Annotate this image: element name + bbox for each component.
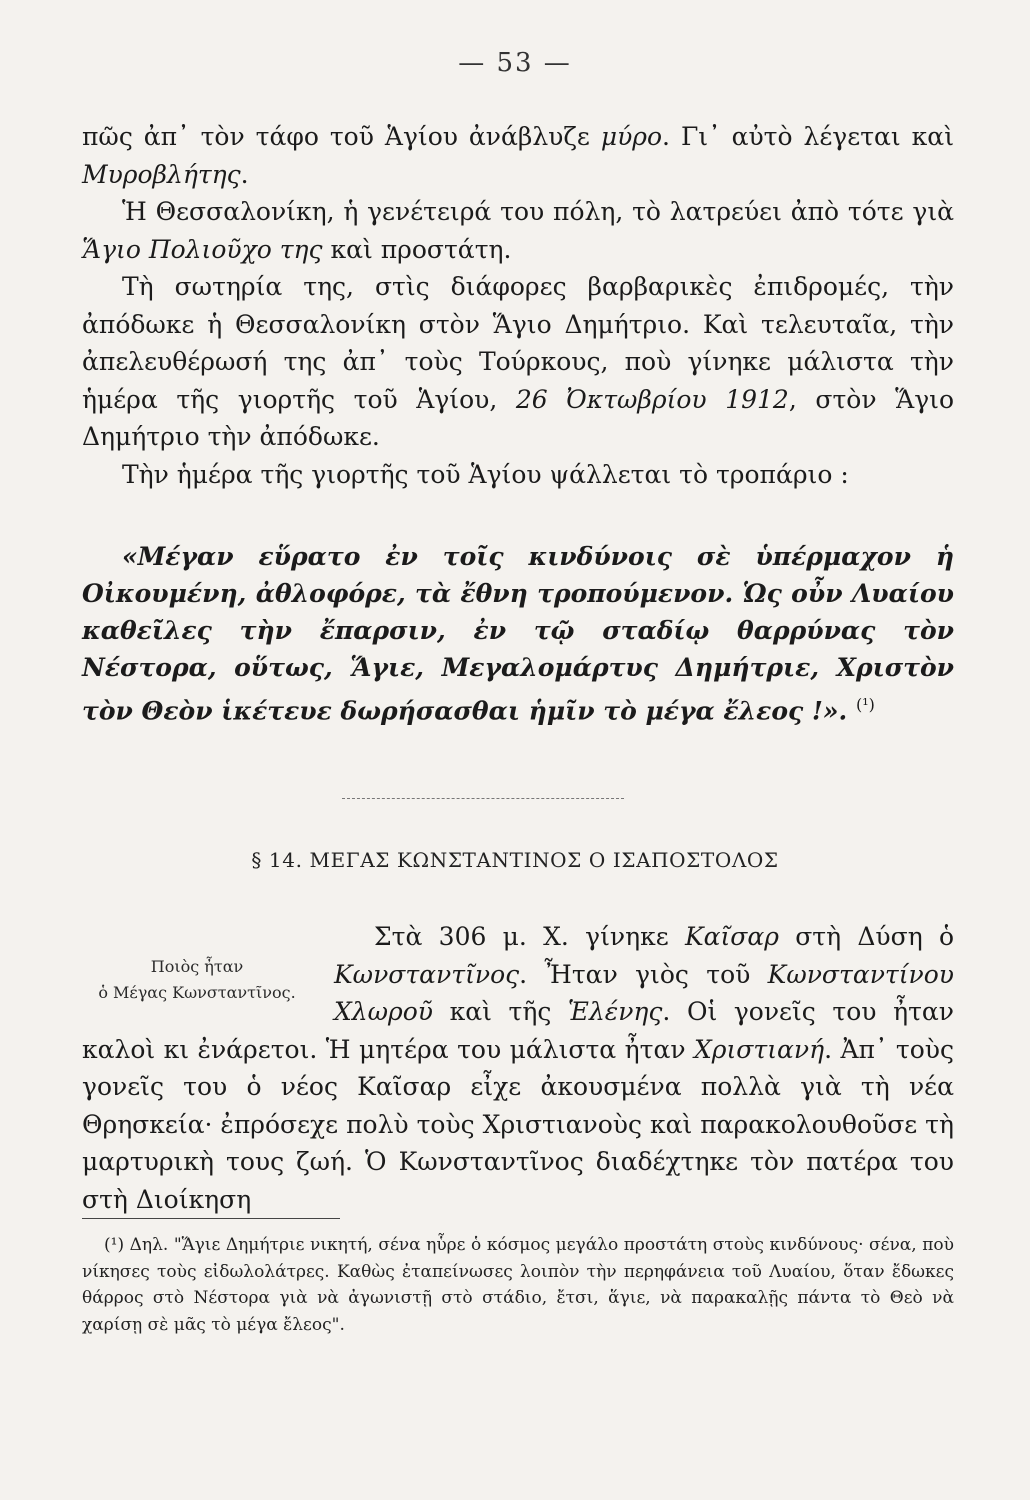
text-run: Στὰ 306 μ. Χ. γίνηκε — [374, 922, 685, 951]
emphasis-myrovlitis: Μυροβλήτης — [82, 159, 241, 189]
paragraph-troparion-intro: Τὴν ἡμέρα τῆς γιορτῆς τοῦ Ἁγίου ψάλλεται τὸ τροπάριο : — [122, 459, 849, 489]
footnote: (¹) Δηλ. "Ἅγιε Δημήτριε νικητή, σένα ηὗρε ὁ κόσμος μεγάλο προστάτη στοὺς κινδύνους· σένα, ποὺ νίκησες τοὺς εἰδωλολάτρες. Καθὼς ἐταπείνωσες λοιπὸν τὴν περηφάνεια τοῦ Λυαίου, ὅταν ἔδωκες θάρρος στὸ Νέστορα γιὰ νὰ ἀγωνιστῇ στὸ στάδιο, ἔτσι, ἅγιε, νὰ παρακαλῇς πάντα τὸ Θεὸ νὰ χαρίσῃ σὲ μᾶς τὸ μέγα ἔλεος". — [82, 1235, 954, 1335]
text-run: στὴ Δύση ὁ — [778, 922, 955, 951]
emphasis-date: 26 Ὀκτωβρίου 1912 — [515, 384, 789, 414]
section-divider — [342, 798, 624, 799]
margin-note — [82, 954, 312, 1006]
emphasis-konstantinos: Κωνσταντῖνος — [334, 959, 520, 989]
emphasis-eleni: Ἑλένης — [567, 997, 663, 1026]
section-heading: § 14. ΜΕΓΑΣ ΚΩΝΣΤΑΝΤΙΝΟΣ Ο ΙΣΑΠΟΣΤΟΛΟΣ — [251, 848, 779, 872]
text-run: . Γι᾽ αὐτὸ λέγεται καὶ — [662, 122, 954, 151]
intro-text — [82, 118, 954, 493]
emphasis-chloros: Κωνσταντίνου Χλωροῦ — [334, 959, 954, 1026]
text-run: Τὴ σωτηρία της, στὶς διάφορες βαρβαρικὲς ἐπιδρομές, τὴν ἀπόδωκε ἡ Θεσσαλονίκη στὸν Ἅγιο Δημήτριο. Καὶ τελευταῖα, τὴν ἀπελευθέρωσή της ἀπ᾽ τοὺς Τούρκους, ποὺ γίνηκε μάλιστα τὴν ἡμέρα τῆς γιορτῆς τοῦ Ἁγίου, — [82, 272, 954, 414]
text-run: καὶ τῆς — [432, 997, 568, 1026]
paragraph-thessaloniki — [82, 193, 954, 268]
text-run: πῶς ἀπ᾽ τὸν τάφο τοῦ Ἁγίου ἀνάβλυζε — [82, 122, 601, 151]
section-body — [82, 918, 954, 1218]
paragraph-liberation — [82, 268, 954, 456]
emphasis-poliouchos: Ἅγιο Πολιοῦχο της — [82, 234, 323, 264]
text-run: Ἡ Θεσσαλονίκη, ἡ γενέτειρά του πόλη, τὸ λατρεύει ἀπὸ τότε γιὰ — [122, 197, 954, 226]
emphasis-myro: μύρο — [600, 122, 663, 151]
footnote-rule — [82, 1218, 340, 1219]
emphasis-kaisar: Καῖσαρ — [684, 922, 779, 951]
text-run: . — [240, 159, 249, 189]
footnote-reference: (¹) — [855, 695, 875, 714]
text-run: . Ἀπ᾽ τοὺς γονεῖς του ὁ νέος Καῖσαρ εἶχε ἀκουσμένα πολλὰ γιὰ τὴ νέα Θρησκεία· ἐπρόσεχε πολὺ τοὺς Χριστιανοὺς καὶ παρακολουθοῦσε τὴ μαρτυρικὴ τους ζωή. Ὁ Κωνσταντῖνος διαδέχτηκε τὸν πατέρα του στὴ Διοίκηση — [82, 1034, 954, 1214]
text-run: . Οἱ γονεῖς του ἦταν καλοὶ κι ἐνάρετοι. Ἡ μητέρα του μάλιστα ἦταν — [82, 997, 954, 1064]
page-number: — 53 — — [458, 48, 572, 78]
text-run: καὶ προστάτη. — [322, 234, 512, 264]
text-run: . Ἦταν γιὸς τοῦ — [519, 959, 768, 989]
emphasis-christiani: Χριστιανή — [694, 1034, 825, 1064]
paragraph-myrovlitis — [82, 118, 954, 193]
hymn-text: «Μέγαν εὕρατο ἐν τοῖς κινδύνοις σὲ ὑπέρμαχον ἡ Οἰκουμένη, ἀθλοφόρε, τὰ ἔθνη τροπούμενον. Ὡς οὖν Λυαίου καθεῖλες τὴν ἔπαρσιν, ἐν τῷ σταδίῳ θαρρύνας τὸν Νέστορα, οὕτως, Ἅγιε, Μεγαλομάρτυς Δημήτριε, Χριστὸν τὸν Θεὸν ἱκέτευε δωρήσασθαι ἡμῖν τὸ μέγα ἔλεος !». — [82, 542, 954, 726]
text-run: , στὸν Ἅγιο Δημήτριο τὴν ἀπόδωκε. — [82, 384, 954, 451]
troparion-hymn — [82, 538, 954, 729]
margin-note-line: Ποιὸς ἦταν — [150, 957, 244, 976]
margin-note-line: ὁ Μέγας Κωνσταντῖνος. — [98, 983, 296, 1002]
